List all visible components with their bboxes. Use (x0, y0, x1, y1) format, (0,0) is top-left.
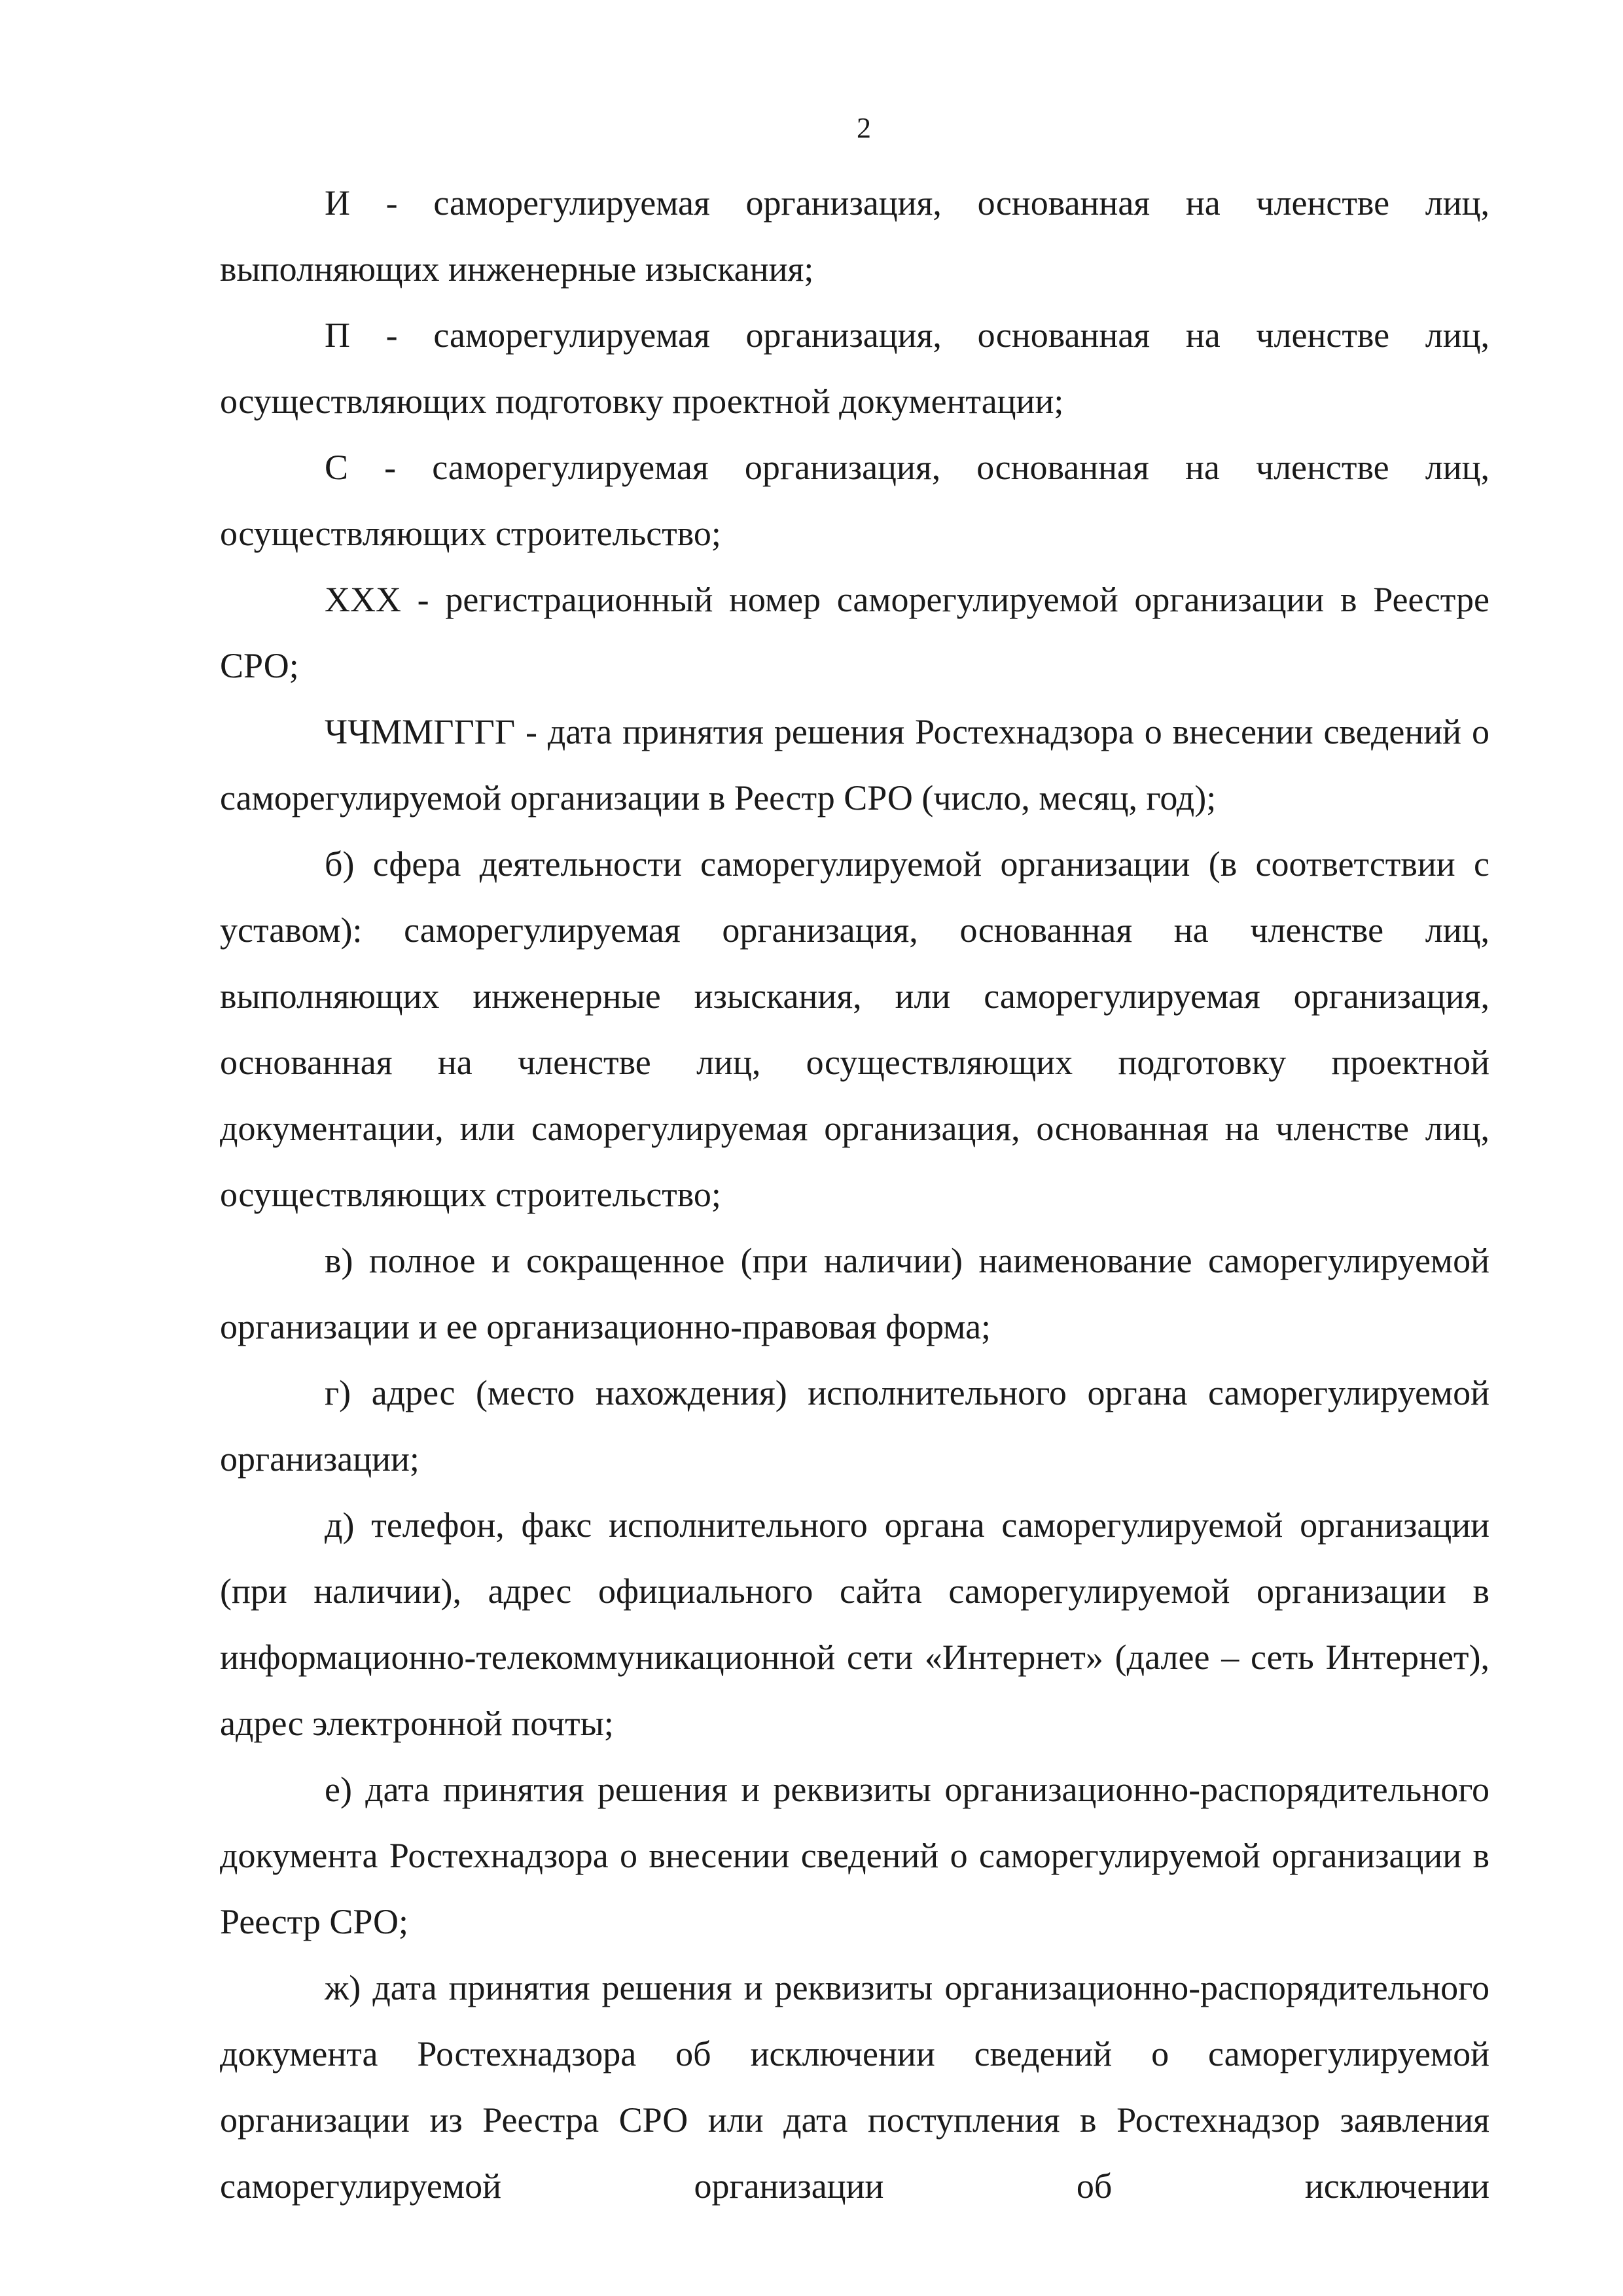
paragraph-zh: ж) дата принятия решения и реквизиты организационно-распорядительного документа Ростехнадзора об исключении сведений о саморегулируемой организации из Реестра СРО или дата поступления в Ростехнадзор заявления саморегулируемой организации об исключении (220, 1968, 1489, 2206)
paragraph-s: С - саморегулируемая организация, основанная на членстве лиц, осуществляющих строительство; (220, 448, 1489, 553)
page-number: 2 (857, 112, 871, 144)
paragraph-b: б) сфера деятельности саморегулируемой организации (в соответствии с уставом): саморегулируемая организация, основанная на членстве лиц, выполняющих инженерные изыскания, или саморегулируемая организация, основанная на членстве лиц, осуществляющих подготовку проектной документации, или саморегулируемая организация, основанная на членстве лиц, осуществляющих строительство; (220, 844, 1489, 1214)
paragraph-d: д) телефон, факс исполнительного органа саморегулируемой организации (при наличии), адрес официального сайта саморегулируемой организации в информационно-телекоммуникационной сети «Интернет» (далее – сеть Интернет), адрес электронной почты; (220, 1505, 1489, 1743)
paragraph-v: в) полное и сокращенное (при наличии) наименование саморегулируемой организации и ее организационно-правовая форма; (220, 1241, 1489, 1346)
document-body (220, 170, 1489, 2219)
paragraph-e: е) дата принятия решения и реквизиты организационно-распорядительного документа Ростехнадзора о внесении сведений о саморегулируемой организации в Реестр СРО; (220, 1770, 1489, 1941)
paragraph-i: И - саморегулируемая организация, основанная на членстве лиц, выполняющих инженерные изыскания; (220, 183, 1489, 289)
paragraph-date-code: ЧЧММГГГГ - дата принятия решения Ростехнадзора о внесении сведений о саморегулируемой организации в Реестр СРО (число, месяц, год); (220, 712, 1489, 817)
paragraph-g: г) адрес (место нахождения) исполнительного органа саморегулируемой организации; (220, 1373, 1489, 1479)
paragraph-p: П - саморегулируемая организация, основанная на членстве лиц, осуществляющих подготовку проектной документации; (220, 315, 1489, 421)
paragraph-xxx: ХХХ - регистрационный номер саморегулируемой организации в Реестре СРО; (220, 580, 1489, 685)
